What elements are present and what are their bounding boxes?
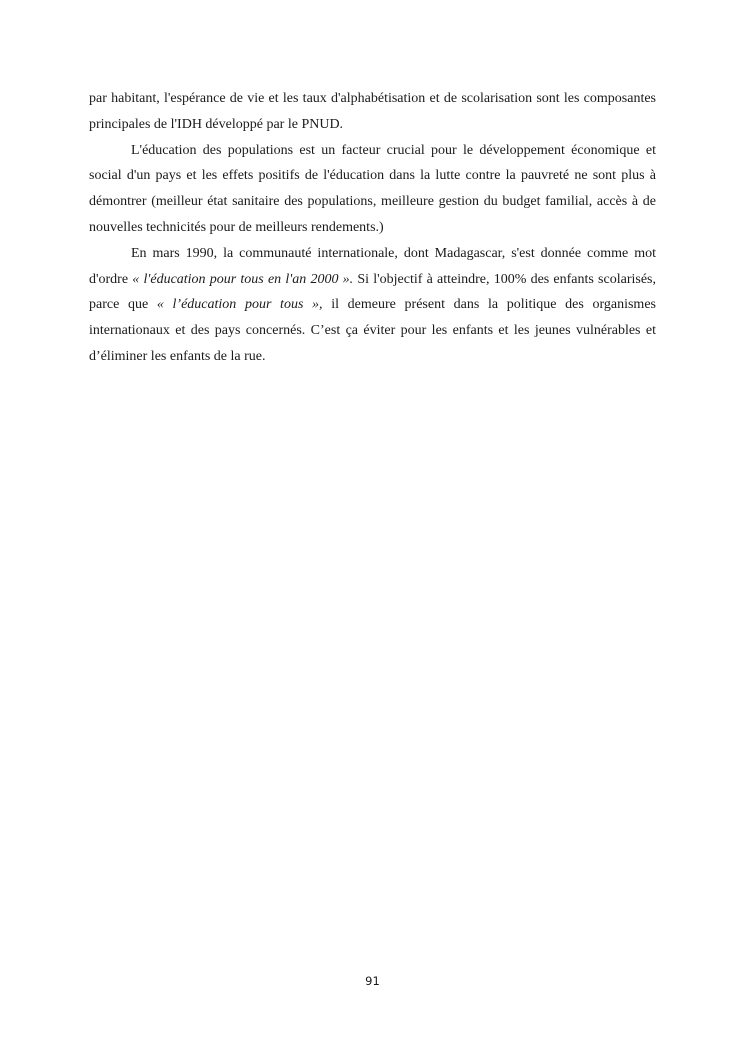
paragraph-education-importance: L'éducation des populations est un facteur crucial pour le développement économique et social d'un pays et les effets positifs de l'éducation dans la lutte contre la pauvreté ne sont plus à démontrer (meilleur état sanitaire des populations, meilleure gestion du budget familial, accès à de nouvelles technicités pour de meilleurs rendements.) [89, 142, 656, 235]
paragraph-idh: par habitant, l'espérance de vie et les taux d'alphabétisation et de scolarisation sont les composantes principales de l'IDH développé par le PNUD. [89, 91, 656, 132]
page-number: 91 [365, 974, 380, 988]
italic-quote: « l’éducation pour tous », [156, 297, 323, 313]
paragraph-text-segment: il demeure présent dans la politique des organismes internationaux et des pays concernés. C’est ça éviter pour les enfants et les jeunes vulnérables et d’éliminer les enfants de la rue. [89, 297, 656, 364]
paragraph-text-segment: En mars 1990, la communauté internationale, dont Madagascar, s'est donnée comme mot d'ordre [89, 245, 656, 287]
paragraph-text-segment: Si l'objectif à atteindre, 100% des enfants scolarisés, parce que [89, 271, 656, 313]
body-text [89, 86, 656, 370]
italic-quote: « l'éducation pour tous en l'an 2000 ». [132, 271, 354, 287]
paragraph-education-for-all [89, 241, 656, 370]
